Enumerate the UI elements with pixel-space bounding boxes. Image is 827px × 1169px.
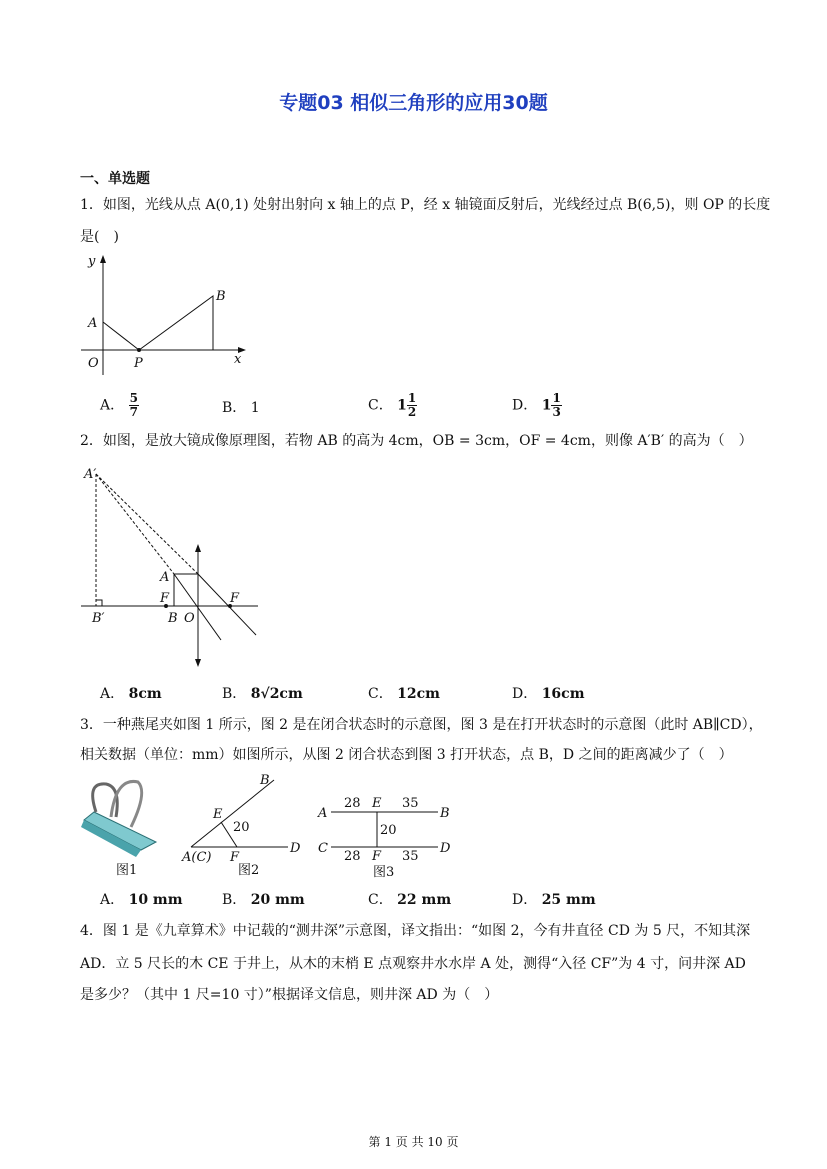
figure-label: 8√2cm [250, 686, 303, 702]
q3-option-b[interactable] [222, 889, 305, 909]
q2-option-d[interactable] [512, 683, 585, 703]
figure-label: 7 [129, 405, 138, 419]
figure-label: 2 [407, 405, 417, 419]
figure-label: 20 [380, 823, 397, 838]
figure-label: D． [512, 892, 538, 908]
figure-label: A． [100, 397, 125, 414]
q1-figure [76, 250, 256, 380]
q4-text-line2: AD．立 5 尺长的木 CE 于井上，从木的末梢 E 点观察井水水岸 A 处，测得“入径 CF”为 4 寸，问井深 AD [80, 956, 746, 972]
figure-label: A [88, 316, 98, 331]
figure-label: D． [512, 397, 538, 414]
figure-label: B′ [92, 611, 105, 626]
figure-label: C． [368, 397, 393, 414]
binder-clip-illustration [81, 781, 156, 857]
figure-label: D． [512, 686, 538, 702]
q3-figures [76, 772, 466, 880]
figure-label: 1 [407, 391, 417, 405]
figure-label: 20 mm [250, 892, 305, 908]
figure-label: 28 [344, 796, 361, 811]
figure-label: B [168, 611, 178, 626]
figure-label: 28 [344, 849, 361, 864]
figure-label: 5 [129, 391, 138, 405]
figure-label: D [440, 841, 451, 856]
figure-label: 25 mm [541, 892, 596, 908]
figure-label: 16cm [541, 686, 585, 702]
figure-label: 1 [552, 391, 561, 405]
figure-label: O [184, 611, 195, 626]
figure-label: B． [222, 686, 247, 702]
figure-label: y [88, 254, 96, 269]
figure-label: 1 [397, 397, 407, 414]
figure-label: B [216, 289, 226, 304]
figure-label: A′ [84, 467, 97, 482]
figure-label: O [88, 356, 99, 371]
figure-label: P [134, 356, 143, 371]
figure-label: F [160, 591, 170, 606]
figure-label: A [318, 806, 328, 821]
page-title: 专题03 相似三角形的应用30题 [279, 92, 548, 114]
figure-label: F [372, 849, 382, 864]
section-heading: 一、单选题 [80, 171, 150, 187]
figure-label: 3 [552, 405, 561, 419]
figure-label: 1 [250, 400, 260, 416]
figure-label: 1 [541, 397, 552, 414]
figure-label: A(C) [182, 850, 212, 865]
figure-label: E [213, 807, 223, 822]
figure-label: B [440, 806, 450, 821]
figure-label: F [230, 850, 240, 865]
figure-label: 22 mm [397, 892, 452, 908]
figure-label: C． [368, 686, 393, 702]
figure-label: 10 mm [128, 892, 183, 908]
q1-text-line1: 1．如图，光线从点 A(0,1) 处射出射向 x 轴上的点 P，经 x 轴镜面反射后，光线经过点 B(6,5)，则 OP 的长度 [80, 197, 771, 213]
figure-label: 图2 [238, 863, 260, 878]
q2-figure [76, 460, 266, 670]
q2-text: 2．如图，是放大镜成像原理图，若物 AB 的高为 4cm，OB = 3cm，OF = 4cm，则像 A′B′ 的高为（ ） [80, 433, 753, 449]
q2-option-c[interactable] [368, 683, 440, 703]
figure-label: C [318, 841, 328, 856]
figure-label: x [234, 352, 242, 367]
q3-option-a[interactable] [100, 889, 183, 909]
q3-text-line2: 相关数据（单位：mm）如图所示，从图 2 闭合状态到图 3 打开状态，点 B，D 之间的距离减少了（ ） [80, 747, 733, 763]
figure-label: D [290, 841, 301, 856]
figure-label: A [160, 570, 170, 585]
figure-label: B． [222, 400, 247, 416]
q1-text-line2: 是( ) [80, 229, 119, 245]
figure-label: 8cm [128, 686, 162, 702]
figure-label: 图1 [116, 863, 138, 878]
q1-option-c[interactable] [368, 392, 417, 419]
figure-label: 12cm [397, 686, 440, 702]
q3-option-c[interactable] [368, 889, 451, 909]
figure-label: E [372, 796, 382, 811]
figure-label: F [230, 591, 240, 606]
q2-option-a[interactable] [100, 683, 162, 703]
figure-label: C． [368, 892, 393, 908]
q1-option-b[interactable] [222, 397, 260, 417]
q3-text-line1: 3．一种燕尾夹如图 1 所示，图 2 是在闭合状态时的示意图，图 3 是在打开状态时的示意图（此时 AB∥CD）， [80, 717, 763, 733]
q2-option-b[interactable] [222, 683, 303, 703]
page-footer: 第 1 页 共 10 页 [368, 1135, 459, 1149]
figure-label: A． [100, 686, 125, 702]
figure-label: 35 [402, 796, 419, 811]
figure-label: B． [222, 892, 247, 908]
q4-text-line1: 4．图 1 是《九章算术》中记载的“测井深”示意图，译文指出：“如图 2，今有井直径 CD 为 5 尺，不知其深 [80, 923, 751, 939]
figure-label: A． [100, 892, 125, 908]
figure-label: 20 [233, 820, 250, 835]
figure-label: 图3 [373, 865, 395, 880]
figure-label: B [260, 773, 270, 788]
q1-option-d[interactable] [512, 392, 562, 419]
q4-text-line3: 是多少？（其中 1 尺=10 寸）”根据译文信息，则井深 AD 为（ ） [80, 987, 499, 1003]
q3-option-d[interactable] [512, 889, 596, 909]
figure-label: 35 [402, 849, 419, 864]
q1-option-a[interactable] [100, 392, 139, 419]
